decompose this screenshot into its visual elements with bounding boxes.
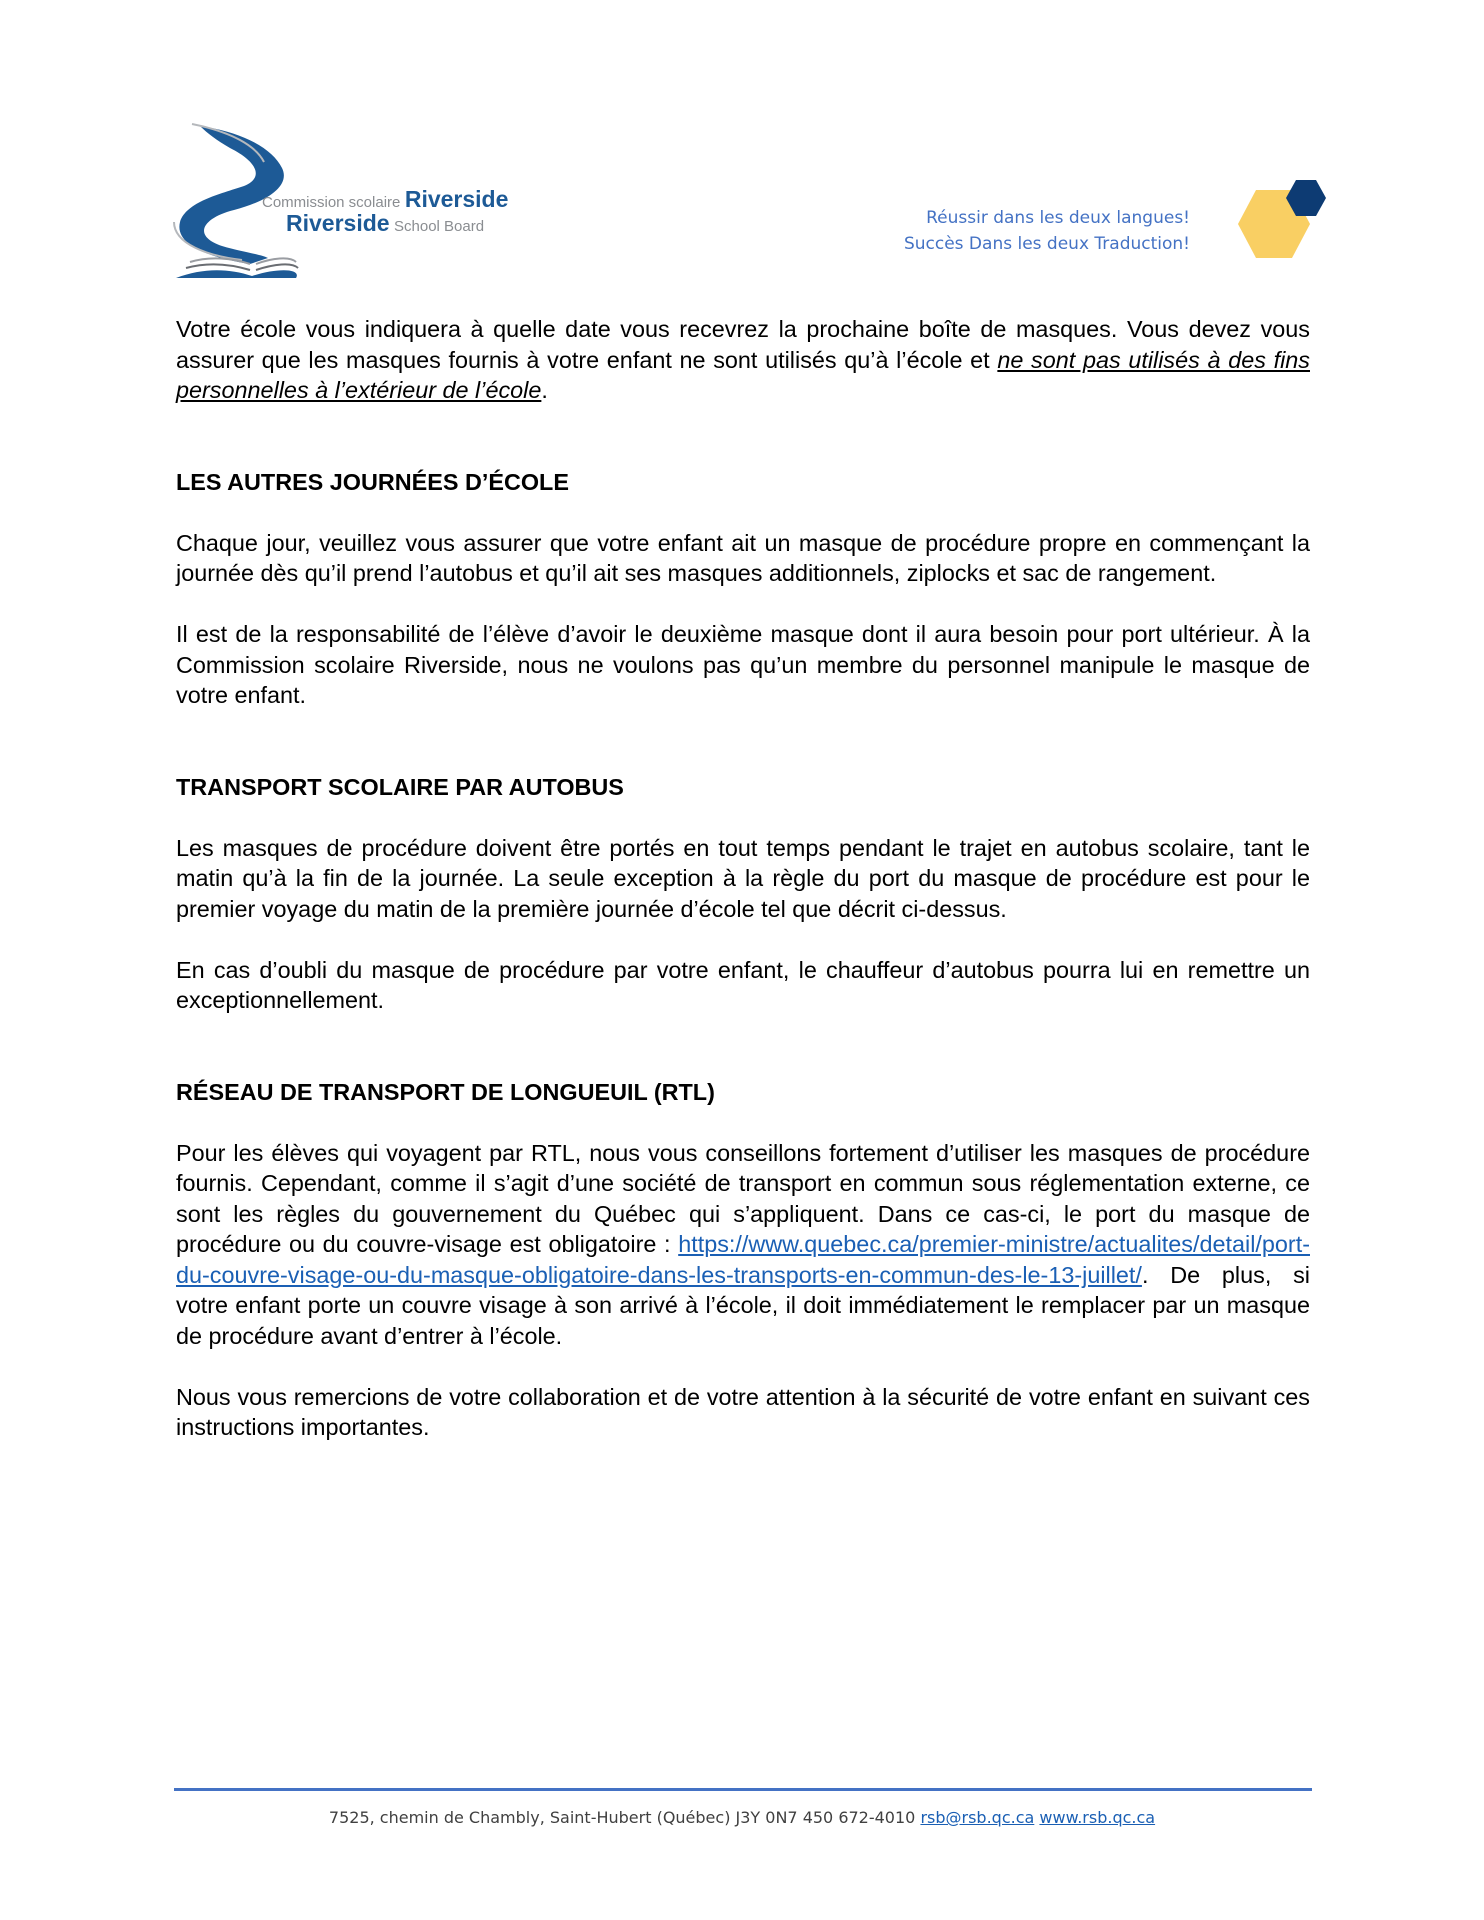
logo-prefix: Commission scolaire	[262, 194, 401, 211]
paragraph: Il est de la responsabilité de l’élève d’avoir le deuxième masque dont il aura besoin pour port ultérieur. À la Commission scolaire Riverside, nous ne voulons pas qu’un membre du personnel manipule le masque de votre enfant.	[176, 621, 1310, 708]
footer-address: 7525, chemin de Chambly, Saint-Hubert (Québec) J3Y 0N7 450 672-4010	[328, 1808, 916, 1827]
section-heading-other-days: LES AUTRES JOURNÉES D’ÉCOLE	[176, 468, 569, 495]
section-heading-rtl: RÉSEAU DE TRANSPORT DE LONGUEUIL (RTL)	[176, 1078, 715, 1105]
logo-name-fr: Riverside	[404, 186, 509, 212]
footer	[0, 1808, 1484, 1827]
intro-emphasis: ne sont pas utilisés à des fins personnelles à l’extérieur de l’école	[176, 346, 1310, 403]
paragraph: En cas d’oubli du masque de procédure par votre enfant, le chauffeur d’autobus pourra lui en remettre un exceptionnellement.	[176, 956, 1310, 1013]
logo-name-en: Riverside	[286, 210, 390, 236]
tagline-line-2: Succès Dans les deux Traduction!	[903, 234, 1190, 254]
logo-wordmark	[262, 188, 508, 235]
closing-paragraph: Nous vous remercions de votre collaboration et de votre attention à la sécurité de votre enfant en suivant ces instructions importantes.	[176, 1383, 1310, 1440]
tagline	[904, 205, 1190, 257]
section-heading-school-bus: TRANSPORT SCOLAIRE PAR AUTOBUS	[176, 773, 624, 800]
letter-body	[176, 314, 1310, 1443]
paragraph: Les masques de procédure doivent être portés en tout temps pendant le trajet en autobus scolaire, tant le matin qu’à la fin de la journée. La seule exception à la règle du port du masque de procédure est pour le premier voyage du matin de la première journée d’école tel que décrit ci-dessus.	[176, 834, 1310, 922]
footer-email-link[interactable]: rsb@rsb.qc.ca	[920, 1808, 1035, 1827]
quebec-gov-link[interactable]: https://www.quebec.ca/premier-ministre/actualites/detail/port-du-couvre-visage-ou-du-masque-obligatoire-dans-les-transports-en-commun-des-le-13-juillet/	[176, 1231, 1310, 1288]
footer-divider	[174, 1788, 1312, 1791]
intro-paragraph: Votre école vous indiquera à quelle date vous recevrez la prochaine boîte de masques. Vous devez vous assurer que les masques fournis à votre enfant ne sont utilisés qu’à l’école et ne sont pas utilisés à des fins personnelles à l’extérieur de l’école.	[176, 316, 1310, 403]
hexagon-icon	[1236, 178, 1336, 270]
logo-suffix: School Board	[394, 218, 485, 235]
paragraph: Chaque jour, veuillez vous assurer que votre enfant ait un masque de procédure propre en commençant la journée dès qu’il prend l’autobus et qu’il ait ses masques additionnels, ziplocks et sac de rangement.	[176, 529, 1310, 586]
footer-website-link[interactable]: www.rsb.qc.ca	[1039, 1808, 1156, 1827]
tagline-line-1: Réussir dans les deux langues!	[926, 208, 1190, 228]
rtl-paragraph: Pour les élèves qui voyagent par RTL, nous vous conseillons fortement d’utiliser les masques de procédure fournis. Cependant, comme il s’agit d’une société de transport en commun sous réglementation externe, ce sont les règles du gouvernement du Québec qui s’appliquent. Dans ce cas-ci, le port du masque de procédure ou du couvre-visage est obligatoire : https://www.quebec.ca/premier-ministre/actualites/detail/port-du-couvre-visage-ou-du-masque-obligatoire-dans-les-transports-en-commun-des-le-13-juillet/. De plus, si votre enfant porte un couvre visage à son arrivé à l’école, il doit immédiatement le remplacer par un masque de procédure avant d’entrer à l’école.	[176, 1139, 1310, 1349]
